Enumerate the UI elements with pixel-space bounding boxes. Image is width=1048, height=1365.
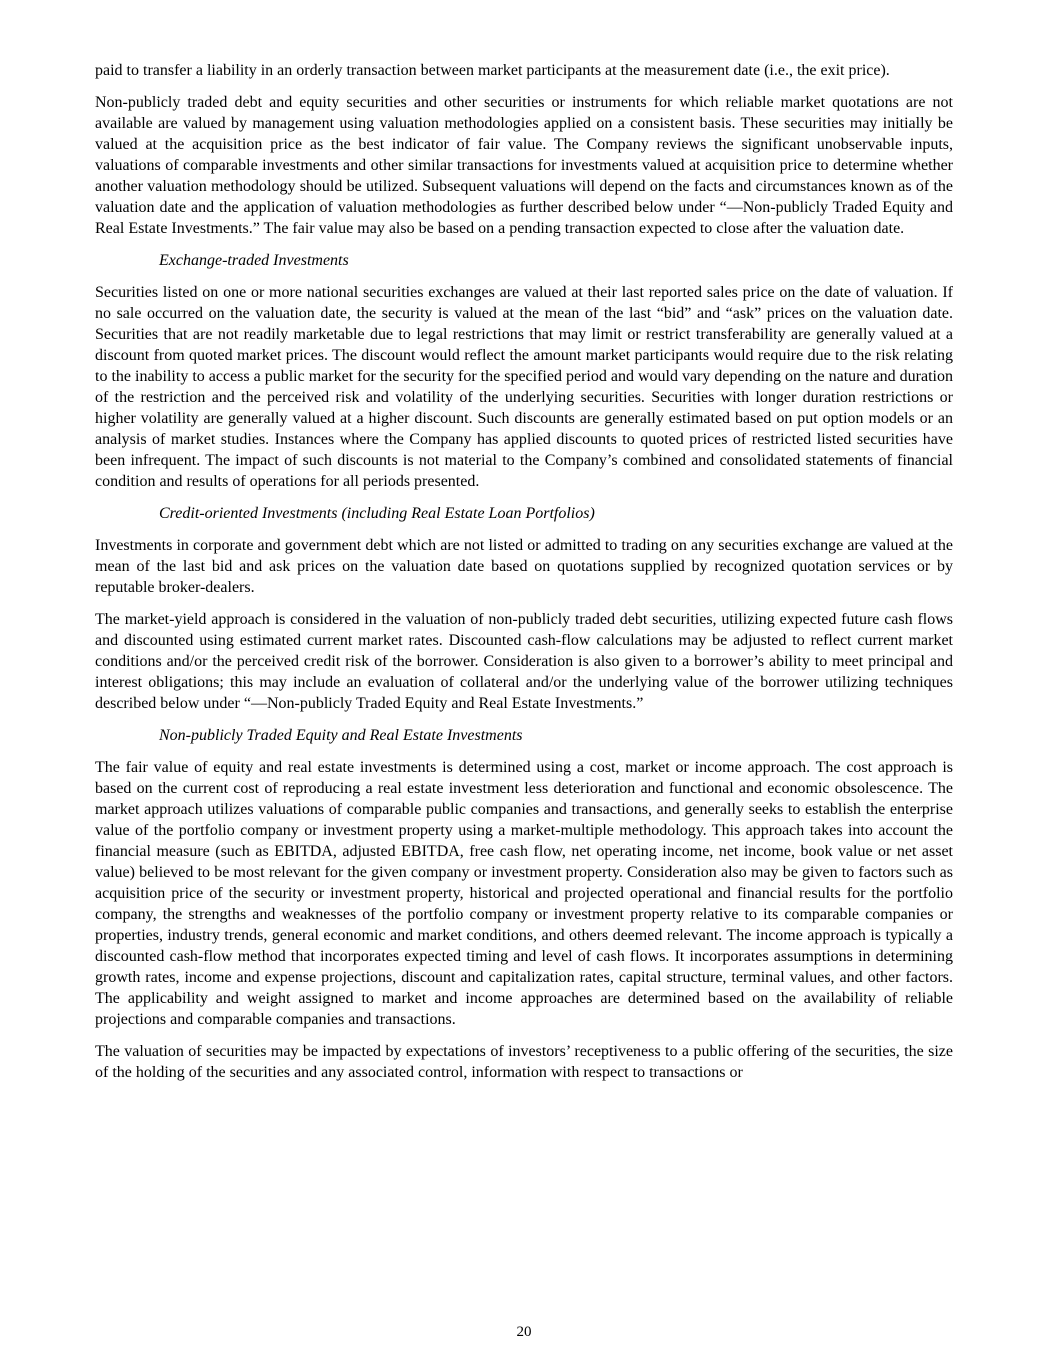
- paragraph-fair-value-approaches: The fair value of equity and real estate investments is determined using a cost, market or income approach. The cost approach is based on the current cost of reproducing a real estate investment less deterioration and functional and economic obsolescence. The market approach utilizes valuations of comparable public companies and transactions, and generally seeks to establish the enterprise value of the portfolio company or investment property using a market-multiple methodology. This approach takes into account the financial measure (such as EBITDA, adjusted EBITDA, free cash flow, net operating income, net income, book value or net asset value) believed to be most relevant for the given company or investment property. Consideration also may be given to factors such as acquisition price of the security or investment property, historical and projected operational and financial results for the portfolio company, the strengths and weaknesses of the portfolio company or investment property relative to its comparable companies or properties, industry trends, general economic and market conditions, and others deemed relevant. The income approach is typically a discounted cash-flow method that incorporates expected timing and level of cash flows. It incorporates assumptions in determining growth rates, income and expense projections, discount and capitalization rates, capital structure, terminal values, and other factors. The applicability and weight assigned to market and income approaches are determined based on the availability of reliable projections and comparable companies and transactions.: [95, 759, 953, 1028]
- paragraph-exit-price: paid to transfer a liability in an orderly transaction between market participants at the measurement date (i.e., the exit price).: [95, 62, 890, 79]
- document-body: [95, 60, 953, 1094]
- paragraph-market-yield-approach: The market-yield approach is considered in the valuation of non-publicly traded debt securities, utilizing expected future cash flows and discounted using estimated current market rates. Discounted cash-flow calculations may be adjusted to reflect current market conditions and/or the perceived credit risk of the borrower. Consideration is also given to a borrower’s ability to meet principal and interest obligations; this may include an evaluation of collateral and/or the underlying value of the borrower utilizing techniques described below under “—Non-publicly Traded Equity and Real Estate Investments.”: [95, 611, 953, 712]
- paragraph-valuation-impact: The valuation of securities may be impacted by expectations of investors’ receptiveness to a public offering of the securities, the size of the holding of the securities and any associated control, information with respect to transactions or: [95, 1043, 953, 1081]
- paragraph-corporate-government-debt: Investments in corporate and government debt which are not listed or admitted to trading on any securities exchange are valued at the mean of the last bid and ask prices on the valuation date based on quotations supplied by recognized quotation services or by reputable broker-dealers.: [95, 537, 953, 596]
- paragraph-non-publicly-traded-securities: Non-publicly traded debt and equity securities and other securities or instruments for which reliable market quotations are not available are valued by management using valuation methodologies applied on a consistent basis. These securities may initially be valued at the acquisition price as the best indicator of fair value. The Company reviews the significant unobservable inputs, valuations of comparable investments and other similar transactions for investments valued at acquisition price to determine whether another valuation methodology should be utilized. Subsequent valuations will depend on the facts and circumstances known as of the valuation date and the application of valuation methodologies as further described below under “—Non-publicly Traded Equity and Real Estate Investments.” The fair value may also be based on a pending transaction expected to close after the valuation date.: [95, 94, 953, 237]
- page-number: 20: [516, 1324, 532, 1340]
- subheading-non-publicly-traded-equity: Non-publicly Traded Equity and Real Estate Investments: [159, 727, 523, 744]
- subheading-exchange-traded: Exchange-traded Investments: [159, 252, 349, 269]
- paragraph-exchange-traded: Securities listed on one or more national securities exchanges are valued at their last reported sales price on the date of valuation. If no sale occurred on the valuation date, the security is valued at the mean of the last “bid” and “ask” prices on the valuation date. Securities that are not readily marketable due to legal restrictions that may limit or restrict transferability are generally valued at a discount from quoted market prices. The discount would reflect the amount market participants would require due to the risk relating to the inability to access a public market for the security for the specified period and would vary depending on the nature and duration of the restriction and the perceived risk and volatility of the underlying securities. Securities with longer duration restrictions or higher volatility are generally valued at a higher discount. Such discounts are generally estimated based on put option models or an analysis of market studies. Instances where the Company has applied discounts to quoted prices of restricted listed securities have been infrequent. The impact of such discounts is not material to the Company’s combined and consolidated statements of financial condition and results of operations for all periods presented.: [95, 284, 953, 490]
- subheading-credit-oriented: Credit-oriented Investments (including Real Estate Loan Portfolios): [159, 505, 595, 522]
